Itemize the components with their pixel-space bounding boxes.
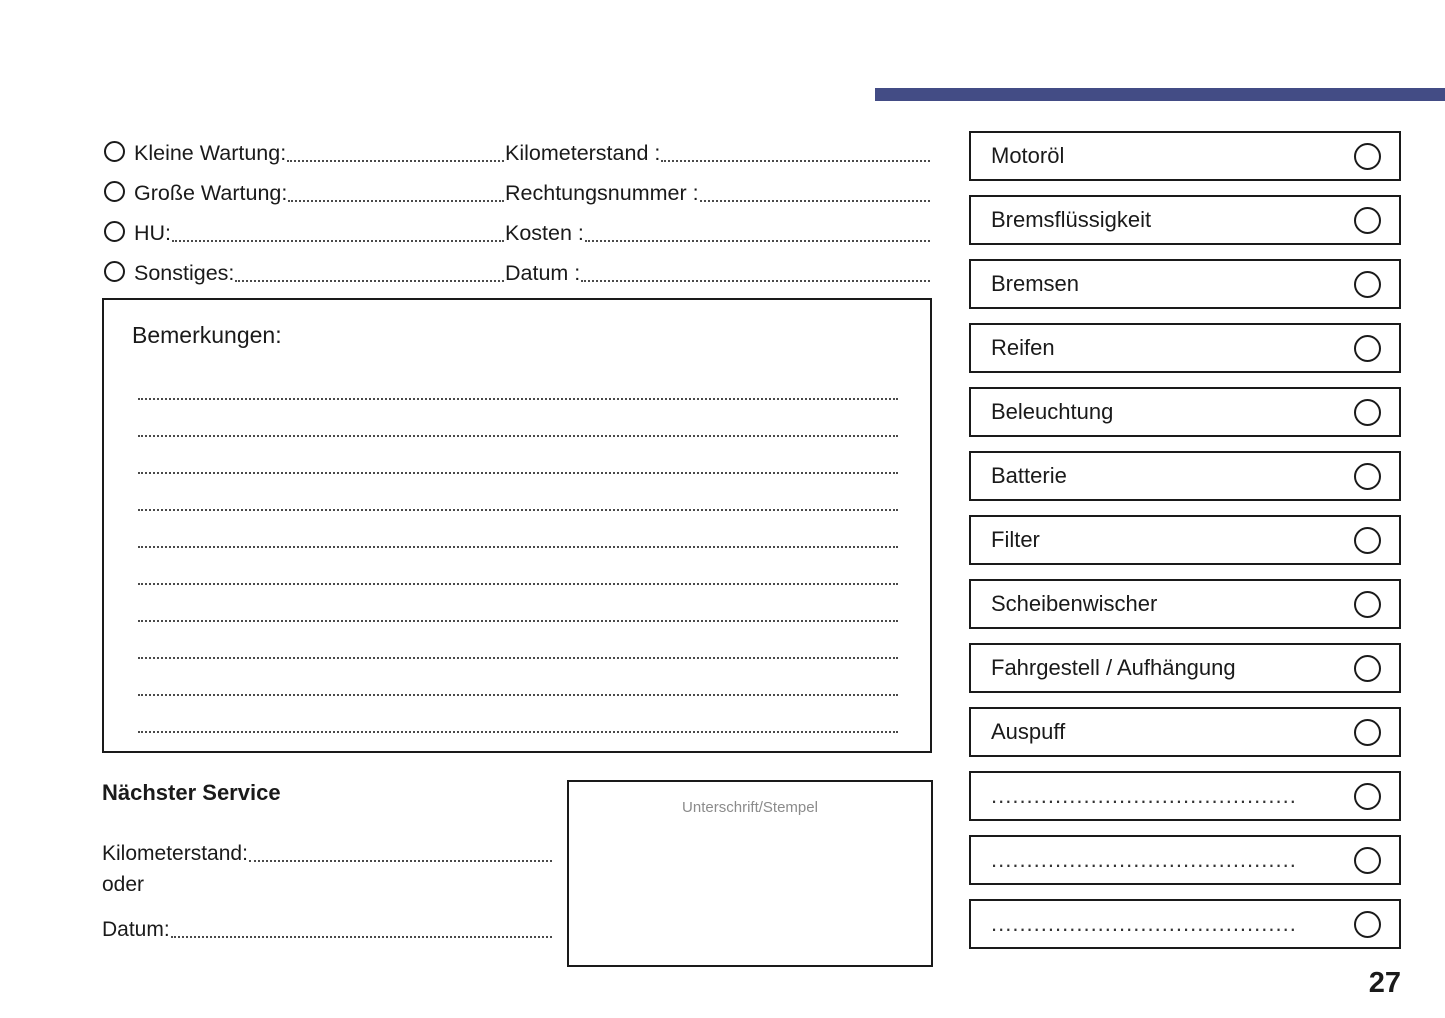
checklist-item[interactable]	[969, 323, 1401, 373]
remarks-line[interactable]	[138, 363, 898, 400]
detail-label: Kosten :	[505, 221, 584, 245]
service-type-label: Große Wartung:	[134, 181, 288, 205]
service-type-input-line[interactable]	[288, 199, 504, 202]
remarks-box[interactable]	[102, 298, 932, 753]
radio-grosse-wartung[interactable]	[104, 181, 125, 202]
detail-row-odometer[interactable]	[505, 126, 930, 166]
detail-row-invoice-number[interactable]	[505, 166, 930, 206]
checklist-item-blank[interactable]	[969, 771, 1401, 821]
next-service-odometer-row[interactable]	[102, 828, 552, 866]
checklist-item-label: Auspuff	[991, 719, 1066, 744]
remarks-line[interactable]	[138, 548, 898, 585]
service-type-label: Kleine Wartung:	[134, 141, 287, 165]
service-type-row[interactable]	[104, 126, 504, 166]
next-service-date-label: Datum:	[102, 918, 170, 941]
checklist-item-blank[interactable]	[969, 835, 1401, 885]
checklist-item-label: Bremsen	[991, 271, 1080, 296]
detail-row-cost[interactable]	[505, 206, 930, 246]
remarks-line[interactable]	[138, 474, 898, 511]
next-service-section	[102, 780, 552, 942]
checklist-item[interactable]	[969, 195, 1401, 245]
detail-input-line[interactable]	[581, 279, 930, 282]
detail-input-line[interactable]	[700, 199, 930, 202]
checkbox-circle-icon[interactable]	[1354, 719, 1381, 746]
checklist-item[interactable]	[969, 259, 1401, 309]
checkbox-circle-icon[interactable]	[1354, 335, 1381, 362]
checklist-item[interactable]	[969, 643, 1401, 693]
remarks-lines[interactable]	[138, 363, 898, 733]
service-type-label: HU:	[134, 221, 172, 245]
remarks-line[interactable]	[138, 659, 898, 696]
detail-label: Rechtungsnummer :	[505, 181, 699, 205]
next-service-or-label: oder	[102, 873, 145, 896]
checklist-item-label: Bremsflüssigkeit	[991, 207, 1152, 232]
remarks-title: Bemerkungen:	[132, 322, 282, 348]
checkbox-circle-icon[interactable]	[1354, 271, 1381, 298]
checkbox-circle-icon[interactable]	[1354, 527, 1381, 554]
remarks-line[interactable]	[138, 400, 898, 437]
service-type-row[interactable]	[104, 246, 504, 286]
service-type-row[interactable]	[104, 206, 504, 246]
checkbox-circle-icon[interactable]	[1354, 399, 1381, 426]
checklist-item-label: Reifen	[991, 335, 1055, 360]
remarks-line[interactable]	[138, 696, 898, 733]
service-type-input-line[interactable]	[287, 159, 504, 162]
radio-sonstiges[interactable]	[104, 261, 125, 282]
service-type-input-line[interactable]	[172, 239, 504, 242]
next-service-title: Nächster Service	[102, 780, 281, 805]
page-number: 27	[1368, 967, 1401, 999]
remarks-line[interactable]	[138, 511, 898, 548]
radio-hu[interactable]	[104, 221, 125, 242]
checklist-item-label: Scheibenwischer	[991, 591, 1158, 616]
checkbox-circle-icon[interactable]	[1354, 207, 1381, 234]
remarks-line[interactable]	[138, 437, 898, 474]
detail-row-date[interactable]	[505, 246, 930, 286]
checklist-item-label: ...........................................	[991, 783, 1297, 808]
checklist-item[interactable]	[969, 707, 1401, 757]
checklist-item-label: Filter	[991, 527, 1040, 552]
checklist-item[interactable]	[969, 515, 1401, 565]
signature-stamp-label: Unterschrift/Stempel	[682, 799, 818, 816]
checkbox-circle-icon[interactable]	[1354, 847, 1381, 874]
checkbox-circle-icon[interactable]	[1354, 783, 1381, 810]
checkbox-circle-icon[interactable]	[1354, 463, 1381, 490]
service-details-group	[505, 126, 930, 286]
signature-stamp-box[interactable]	[567, 780, 933, 967]
checkbox-circle-icon[interactable]	[1354, 911, 1381, 938]
checkbox-circle-icon[interactable]	[1354, 655, 1381, 682]
checklist-item-label: ...........................................	[991, 847, 1297, 872]
next-service-date-row[interactable]	[102, 904, 552, 942]
radio-kleine-wartung[interactable]	[104, 141, 125, 162]
remarks-line[interactable]	[138, 622, 898, 659]
checklist-item-label: Batterie	[991, 463, 1067, 488]
service-type-group	[104, 126, 504, 286]
checklist-item[interactable]	[969, 387, 1401, 437]
checklist-item[interactable]	[969, 451, 1401, 501]
detail-label: Datum :	[505, 261, 581, 285]
service-type-row[interactable]	[104, 166, 504, 206]
checklist-item-label: Beleuchtung	[991, 399, 1114, 424]
checklist-item[interactable]	[969, 579, 1401, 629]
detail-label: Kilometerstand :	[505, 141, 661, 165]
detail-input-line[interactable]	[585, 239, 930, 242]
checklist-item-label: Fahrgestell / Aufhängung	[991, 655, 1236, 680]
service-type-input-line[interactable]	[235, 279, 504, 282]
checklist-item-blank[interactable]	[969, 899, 1401, 949]
next-service-odometer-label: Kilometerstand:	[102, 842, 248, 865]
checklist-item-label: ...........................................	[991, 911, 1297, 936]
next-service-odometer-line[interactable]	[249, 859, 552, 862]
detail-input-line[interactable]	[661, 159, 930, 162]
remarks-line[interactable]	[138, 585, 898, 622]
checklist-item[interactable]	[969, 131, 1401, 181]
checklist-item-label: Motoröl	[991, 143, 1065, 168]
checkbox-circle-icon[interactable]	[1354, 591, 1381, 618]
service-type-label: Sonstiges:	[134, 261, 235, 285]
inspection-checklist	[969, 131, 1401, 963]
header-accent-bar	[875, 88, 1445, 101]
checkbox-circle-icon[interactable]	[1354, 143, 1381, 170]
next-service-date-line[interactable]	[171, 935, 552, 938]
